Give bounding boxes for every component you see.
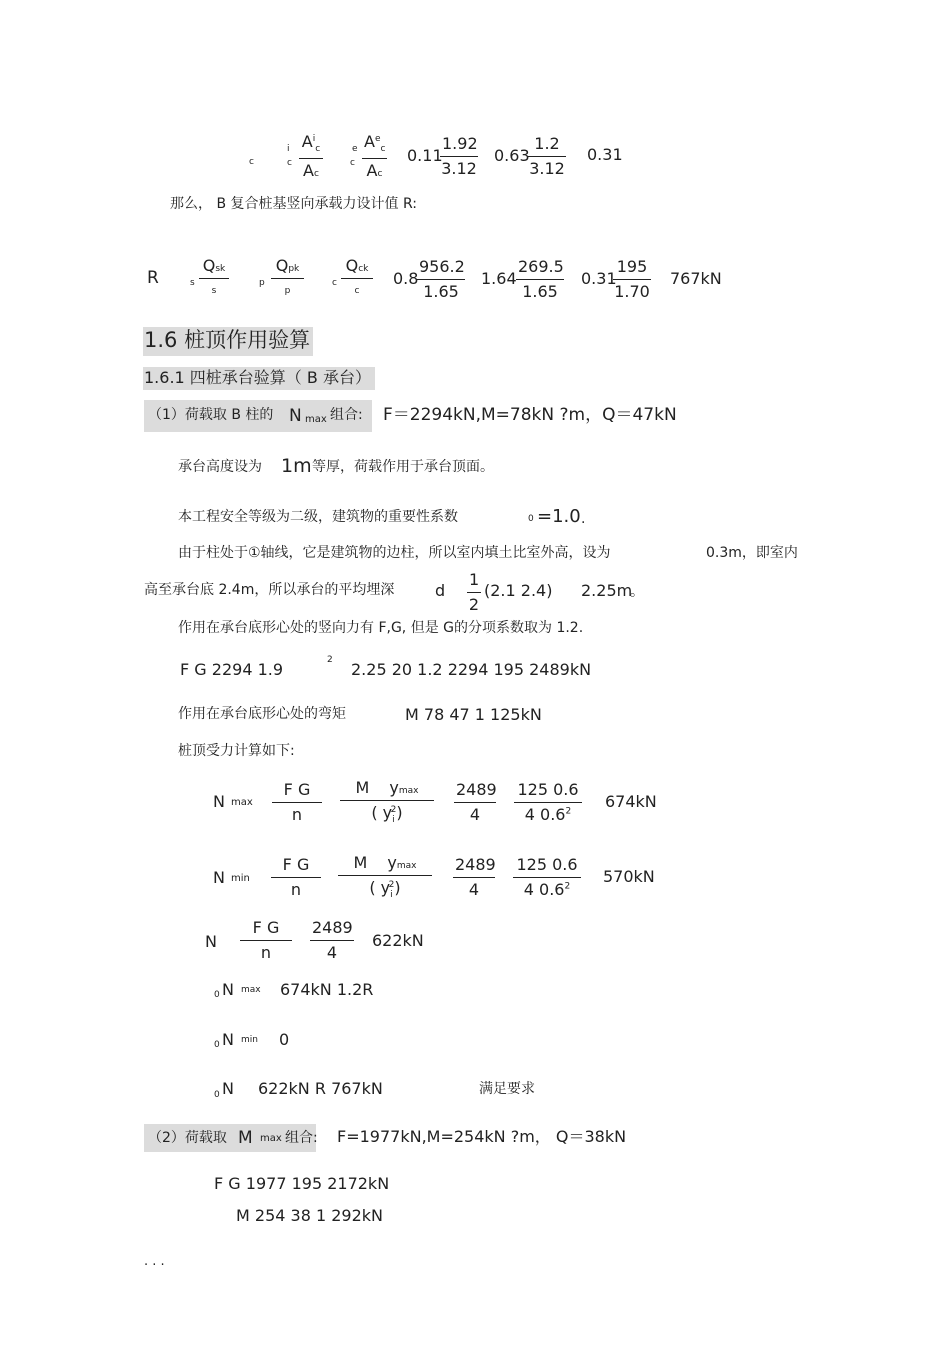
fraction-Aci-over-Ac: $A^i_c$ Ac [299,134,323,179]
eta-c-sub: c [332,278,337,288]
depth-result: 2.25m [581,581,633,600]
depth-expression: (2.1 2.4) [484,581,553,600]
eta-c-sub-3: c [350,158,355,168]
FG-equation: F G 2294 1.9 [180,660,284,679]
fraction: $\frac{956.2}{1.65}$ [419,257,465,301]
case2-values: F=1977kN,M=254kN ?m， Q＝38kN [337,1127,627,1146]
FG-equation-b: 2.25 20 1.2 2294 195 2489kN [351,660,592,679]
case2-label: （2）荷载取 M max 组合: [144,1124,316,1152]
height-value: 1m [281,455,312,477]
case1-values: F＝2294kN,M=78kN ?m，Q＝47kN [383,405,677,425]
coef: 0.63 [494,146,530,165]
depth-text: 高至承台底 2.4m，所以承台的平均埋深 [144,582,395,598]
intro-R-text: 那么， B 复合桩基竖向承载力设计值 R: [170,196,417,212]
fraction-Qck: Qck c [341,258,373,296]
eta-p-sub: p [259,278,265,288]
result: 767kN [670,269,722,288]
height-text-c: 等厚，荷载作用于承台顶面。 [312,459,494,475]
safety-text: 本工程安全等级为二级，建筑物的重要性系数 [178,509,458,525]
eta-s-sub: s [190,278,195,288]
footer-dots: . . . [144,1254,165,1269]
vertical-force-text: 作用在承台底形心处的竖向力有 F,G, 但是 G的分项系数取为 1.2. [178,620,584,636]
depth-symbol: d [435,581,446,600]
result: 0.31 [587,145,623,164]
M-equation: M 78 47 1 125kN [405,705,542,724]
FG2-equation: F G 1977 195 2172kN [214,1174,390,1193]
gamma-value: =1.0 [537,506,581,527]
depth-end: 。 [630,584,644,600]
axis-value: 0.3m，即室内 [706,545,798,561]
heading-1-6: 1.6 桩顶作用验算 [143,327,313,356]
satisfied-text: 满足要求 [479,1081,535,1097]
eta-e-sub: e [352,144,358,154]
R-symbol: R [147,268,159,288]
M2-equation: M 254 38 1 292kN [236,1206,383,1225]
square-sup: 2 [327,655,333,665]
moment-text: 作用在承台底形心处的弯矩 [178,706,346,722]
period: . [581,511,586,527]
fraction: $\frac{269.5}{1.65}$ [518,257,564,301]
fraction-half: $\frac{1}{2}$ [468,570,480,614]
gamma-sub: 0 [528,514,534,524]
pile-calc-text: 桩顶受力计算如下: [178,743,295,759]
heading-1-6-1: 1.6.1 四桩承台验算（ B 承台） [143,367,375,390]
coef: 0.31 [581,269,617,288]
eta-c-sub: c [249,157,254,167]
fraction: $\frac{1.92}{3.12}$ [441,134,478,178]
eta-c-sub-2: c [287,158,292,168]
eta-i-sub: i [287,144,290,154]
case1-label: （1）荷载取 B 柱的 N max 组合: [144,400,372,432]
coef: 0.11 [407,146,443,165]
fraction-Qsk: Qsk s [199,258,229,296]
coef: 0.8 [393,269,419,288]
coef: 1.64 [481,269,517,288]
fraction-Qpk: Qpk p [271,258,304,296]
axis-text: 由于柱处于①轴线，它是建筑物的边柱，所以室内填土比室外高，设为 [178,545,611,561]
fraction: $\frac{195}{1.70}$ [614,257,650,301]
fraction: $\frac{1.2}{3.12}$ [529,134,565,178]
height-text-a: 承台高度设为 [178,459,262,475]
fraction-Ace-over-Ac: $A^e_c$ Ac [364,132,386,181]
